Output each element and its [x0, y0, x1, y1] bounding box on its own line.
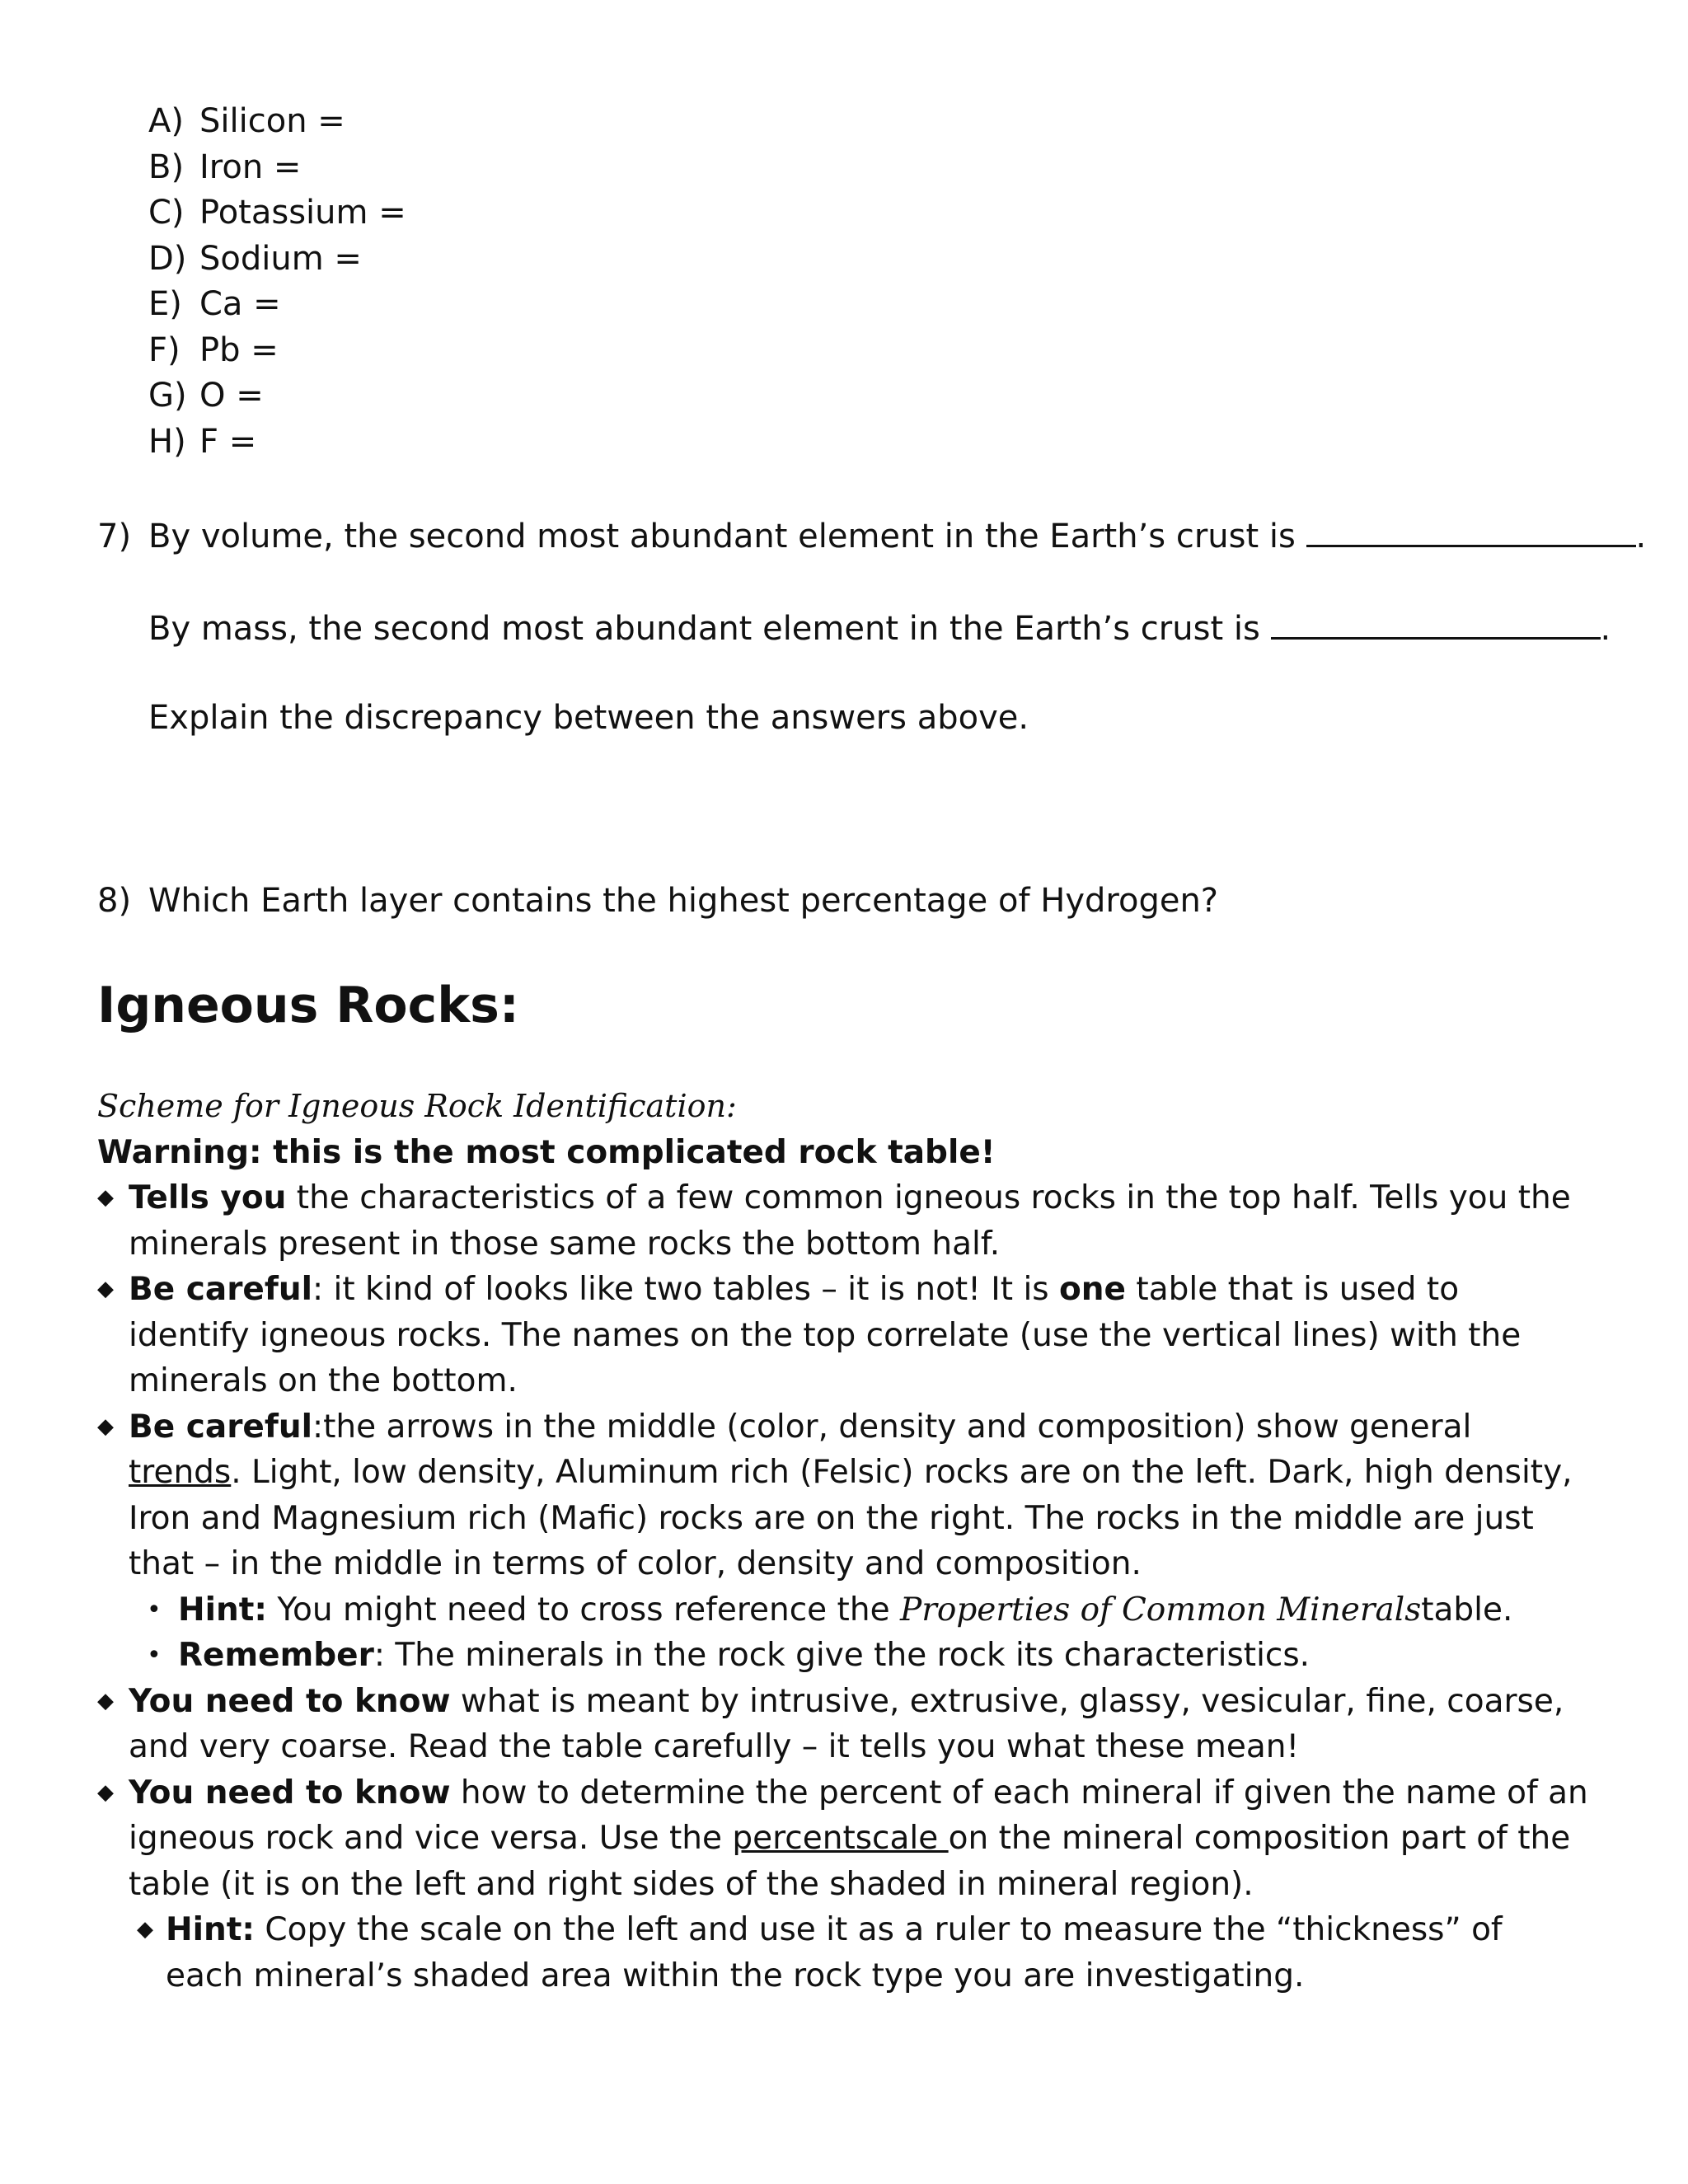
bullet-item: ◆ You need to know what is meant by intrusive, extrusive, glassy, vesicular, fine, coarse, and very coarse. Read the table carefully – it tells you what these mean!: [97, 1679, 1589, 1770]
element-list: [148, 99, 406, 465]
list-item: A) Silicon =: [148, 102, 345, 140]
section-heading: Igneous Rocks:: [97, 977, 519, 1034]
diamond-bullet-icon: ◆: [97, 1185, 114, 1210]
diamond-bullet-icon: ◆: [97, 1688, 114, 1713]
question-7-mass: By mass, the second most abundant element in the Earth’s crust is .: [148, 606, 1611, 649]
dot-bullet-icon: •: [147, 1641, 162, 1670]
list-item: G) O =: [148, 377, 264, 415]
list-item: H) F =: [148, 422, 257, 461]
question-8: 8) Which Earth layer contains the highest percentage of Hydrogen?: [97, 882, 1219, 920]
question-7-explain: Explain the discrepancy between the answers above.: [148, 699, 1029, 737]
list-item: E) Ca =: [148, 285, 281, 323]
list-item: C) Potassium =: [148, 194, 406, 232]
sub-bullet-item: ◆ Hint: Copy the scale on the left and use it as a ruler to measure the “thickness” of each mineral’s shaded area within the rock type you are investigating.: [97, 1907, 1589, 1999]
answer-blank[interactable]: [1306, 513, 1636, 547]
diamond-bullet-icon: ◆: [97, 1277, 114, 1301]
table-subtitle: Scheme for Igneous Rock Identification:: [97, 1088, 737, 1124]
list-item: B) Iron =: [148, 148, 302, 186]
diamond-bullet-icon: ◆: [137, 1917, 153, 1942]
answer-blank[interactable]: [1271, 606, 1601, 640]
warning-line: Warning: this is the most complicated rock table!: [97, 1133, 996, 1171]
sub-bullet-item: • Remember: The minerals in the rock give the rock its characteristics.: [97, 1633, 1589, 1679]
list-item: D) Sodium =: [148, 239, 362, 278]
bullet-item: ◆ Be careful: it kind of looks like two tables – it is not! It is one table that is used to identify igneous rocks. The names on the top correlate (use the vertical lines) with the minerals on the bottom.: [97, 1267, 1589, 1404]
bullet-item: ◆ Be careful:the arrows in the middle (color, density and composition) show general trends. Light, low density, Aluminum rich (Felsic) rocks are on the left. Dark, high density, Iron and Magnesium rich (Mafic) rocks are on the right. The rocks in the middle are just that – in the middle in terms of color, density and composition.: [97, 1404, 1589, 1587]
bullet-item: ◆ You need to know how to determine the percent of each mineral if given the name of an igneous rock and vice versa. Use the percentscale on the mineral composition part of the table (it is on the left and right sides of the shaded in mineral region).: [97, 1770, 1589, 1908]
diamond-bullet-icon: ◆: [97, 1413, 114, 1439]
sub-bullet-item: • Hint: You might need to cross reference the Properties of Common Mineralstable.: [97, 1587, 1589, 1633]
dot-bullet-icon: •: [147, 1595, 162, 1624]
diamond-bullet-icon: ◆: [97, 1779, 114, 1805]
list-item: F) Pb =: [148, 330, 279, 369]
question-7-volume: 7) By volume, the second most abundant element in the Earth’s crust is .: [97, 513, 1646, 557]
bullet-item: ◆ Tells you the characteristics of a few common igneous rocks in the top half. Tells you the minerals present in those same rocks the bottom half.: [97, 1175, 1589, 1267]
igneous-notes: [97, 1084, 1589, 1999]
